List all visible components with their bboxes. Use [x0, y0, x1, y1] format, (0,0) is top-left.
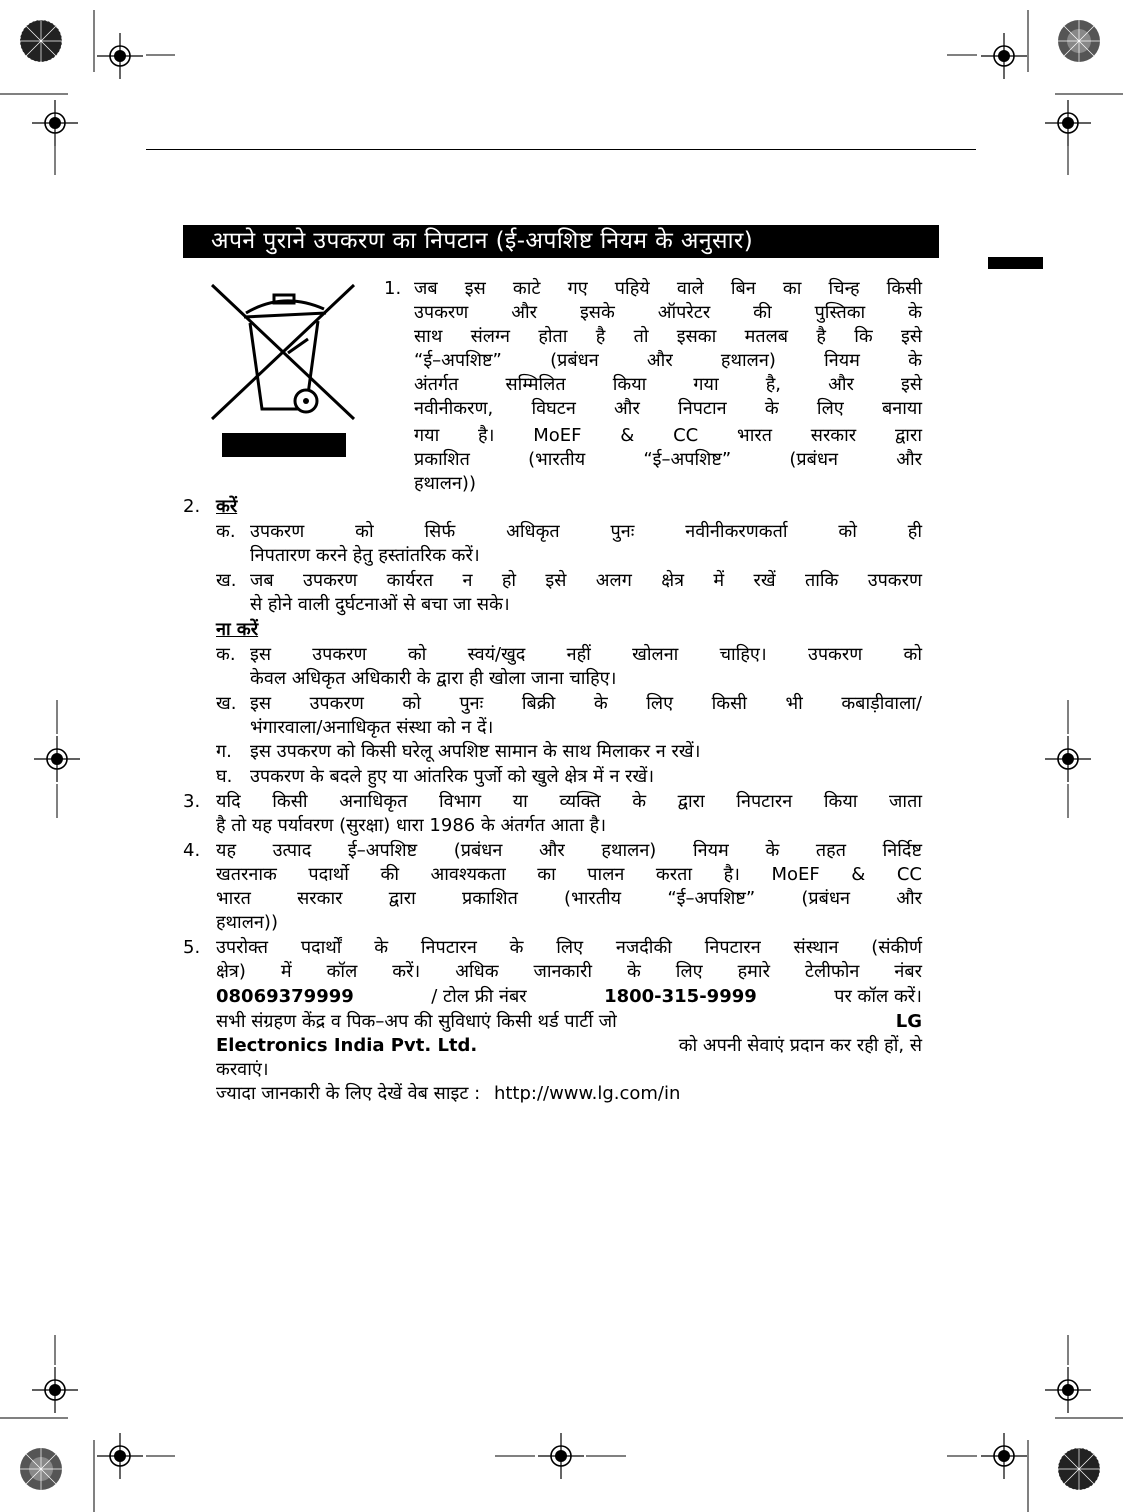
text-line: से होने वाली दुर्घटनाओं से बचा जा सके।: [250, 594, 510, 615]
dont-heading: ना करें: [216, 619, 259, 640]
text-line: [216, 1034, 922, 1058]
text-line: यह उत्पाद ई–अपशिष्ट (प्रबंधन और हथालन) नियम के तहत निर्दिष्ट: [216, 840, 922, 861]
text-line: यदि किसी अनाधिकृत विभाग या व्यक्ति के द्वारा निपटारन किया जाता: [216, 791, 922, 812]
text-line: भारत सरकार द्वारा प्रकाशित (भारतीय “ई–अपशिष्ट” (प्रबंधन और: [216, 888, 922, 909]
item-number: 3.: [183, 791, 201, 812]
list-marker: क.: [216, 644, 236, 665]
crossed-out-wheelie-bin-icon: [208, 283, 358, 423]
text-line: नवीनीकरण, विघटन और निपटान के लिए बनाया: [414, 398, 922, 419]
service-text: को अपनी सेवाएं प्रदान कर रही हों, से: [678, 1035, 922, 1056]
text-line: उपकरण और इसके ऑपरेटर की पुस्तिका के: [414, 302, 922, 323]
text-line: है तो यह पर्यावरण (सुरक्षा) धारा 1986 के अंतर्गत आता है।: [216, 815, 607, 836]
bin-underline-bar: [222, 433, 346, 457]
side-tab: [988, 257, 1043, 269]
website-label: ज्यादा जानकारी के लिए देखें वेब साइट :: [216, 1083, 481, 1104]
text-line: क्षेत्र) में कॉल करें। अधिक जानकारी के लिए हमारे टेलीफोन नंबर: [216, 961, 922, 982]
text-line: केवल अधिकृत अधिकारी के द्वारा ही खोला जाना चाहिए।: [250, 668, 617, 689]
text-line: अंतर्गत सम्मिलित किया गया है, और इसे: [414, 374, 922, 395]
brand-name: LG: [895, 1011, 922, 1032]
item-number: 1.: [384, 278, 402, 299]
toll-free-label: / टोल फ्री नंबर: [431, 986, 527, 1007]
toll-free-number: 1800-315-9999: [604, 986, 757, 1007]
text-line: जब उपकरण कार्यरत न हो इसे अलग क्षेत्र में रखें ताकि उपकरण: [250, 570, 922, 591]
text-line: गया है। MoEF & CC भारत सरकार द्वारा: [414, 425, 922, 446]
website-url: http://www.lg.com/in: [493, 1083, 681, 1104]
text-line: भंगारवाला/अनाधिकृत संस्था को न दें।: [250, 717, 494, 738]
company-name: Electronics India Pvt. Ltd.: [216, 1035, 478, 1056]
text-line: इस उपकरण को किसी घरेलू अपशिष्ट सामान के साथ मिलाकर न रखें।: [250, 741, 701, 762]
text-line: इस उपकरण को पुनः बिक्री के लिए किसी भी कबाड़ीवाला/: [250, 693, 922, 714]
call-text: पर कॉल करें।: [834, 986, 922, 1007]
text-line: हथालन)): [414, 473, 476, 494]
list-marker: ख.: [216, 693, 237, 714]
text-line: इस उपकरण को स्वयं/खुद नहीं खोलना चाहिए। उपकरण को: [250, 644, 922, 665]
text-line: खतरनाक पदार्थो की आवश्यकता का पालन करता है। MoEF & CC: [216, 864, 922, 885]
text-line: निपतारण करने हेतु हस्तांतरिक करें।: [250, 545, 480, 566]
text-line: साथ संलग्न होता है तो इसका मतलब है कि इसे: [414, 326, 922, 347]
text-line: उपकरण को सिर्फ अधिकृत पुनः नवीनीकरणकर्ता को ही: [250, 521, 922, 542]
text-line: [216, 1010, 922, 1034]
phone-line: [216, 985, 922, 1009]
item-number: 5.: [183, 937, 201, 958]
text-line: जब इस काटे गए पहिये वाले बिन का चिन्ह किसी: [414, 278, 922, 299]
section-title: अपने पुराने उपकरण का निपटान (ई-अपशिष्ट नियम के अनुसार): [183, 225, 939, 258]
item-number: 2.: [183, 496, 201, 517]
text-line: उपकरण के बदले हुए या आंतरिक पुर्जो को खुले क्षेत्र में न रखें।: [250, 766, 655, 787]
list-marker: ग.: [216, 741, 232, 762]
text-line: हथालन)): [216, 912, 278, 933]
header-rule: [146, 149, 976, 150]
text-line: उपरोक्त पदार्थों के निपटारन के लिए नजदीकी निपटारन संस्थान (संकीर्ण: [216, 937, 922, 958]
collection-text: सभी संग्रहण केंद्र व पिक–अप की सुविधाएं किसी थर्ड पार्टी जो: [216, 1011, 617, 1032]
item-number: 4.: [183, 840, 201, 861]
text-line: “ई–अपशिष्ट” (प्रबंधन और हथालन) नियम के: [414, 350, 922, 371]
phone-number: 08069379999: [216, 986, 354, 1007]
website-line: [216, 1082, 680, 1106]
list-marker: घ.: [216, 766, 233, 787]
do-heading: करें: [216, 496, 238, 517]
text-line: करवाएं।: [216, 1059, 269, 1080]
list-marker: ख.: [216, 570, 237, 591]
text-line: प्रकाशित (भारतीय “ई–अपशिष्ट” (प्रबंधन और: [414, 449, 922, 470]
list-marker: क.: [216, 521, 236, 542]
